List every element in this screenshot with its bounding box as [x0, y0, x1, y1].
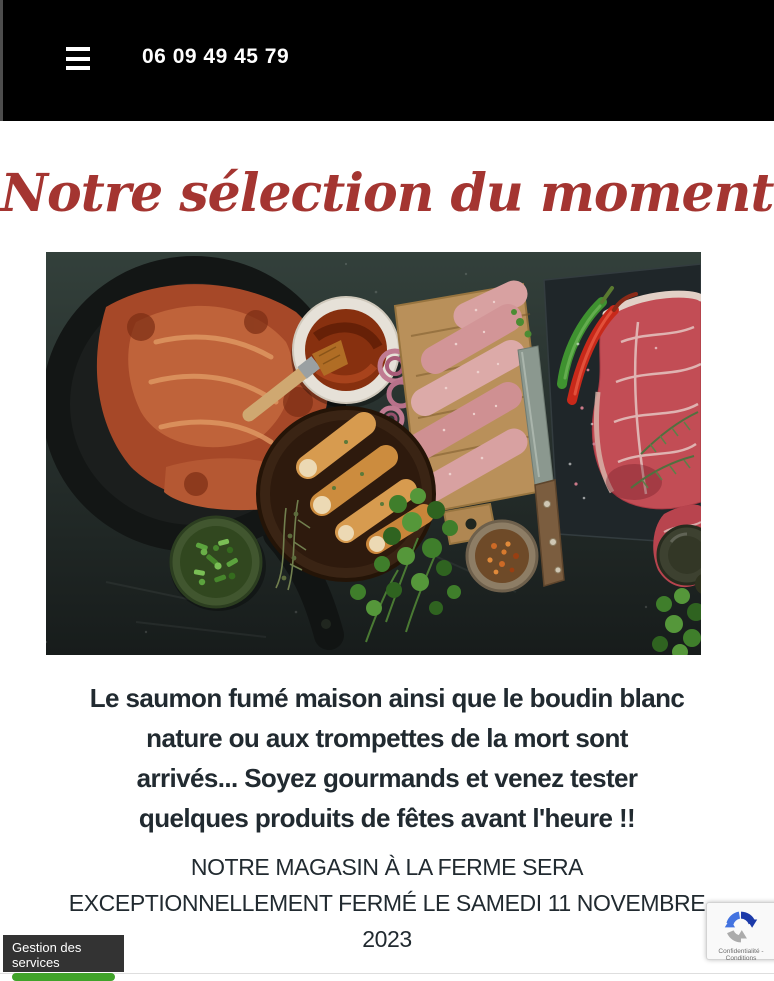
- recaptcha-badge: [706, 902, 774, 960]
- notice-line: NOTRE MAGASIN À LA FERME SERA: [190, 854, 584, 880]
- promo-line: nature ou aux trompettes de la mort sont: [146, 723, 628, 753]
- page-title: Notre sélection du moment: [0, 163, 774, 224]
- notice-line: EXCEPTIONNELLEMENT FERMÉ LE SAMEDI 11 NOVEMBRE: [68, 890, 706, 916]
- recaptcha-terms-link[interactable]: Confidentialité - Conditions: [718, 948, 764, 962]
- promo-line: arrivés... Soyez gourmands et venez tester: [136, 763, 638, 793]
- cookie-services-label: Gestion des services: [12, 940, 82, 970]
- meat-platter-illustration: [46, 252, 701, 655]
- section-divider: [0, 973, 774, 974]
- cookie-consent-status-bar: [12, 973, 115, 981]
- recaptcha-icon: [722, 908, 760, 946]
- cookie-services-badge[interactable]: [3, 935, 124, 972]
- promo-text: [0, 678, 774, 838]
- phone-link[interactable]: 06 09 49 45 79: [142, 45, 290, 68]
- header: [0, 0, 774, 121]
- hero-image: [46, 252, 701, 655]
- hamburger-menu-icon[interactable]: [66, 47, 90, 70]
- window-edge-strip: [0, 0, 3, 121]
- promo-line: quelques produits de fêtes avant l'heure !!: [138, 803, 636, 833]
- promo-line: Le saumon fumé maison ainsi que le boudin blanc: [89, 683, 685, 713]
- notice-line: 2023: [362, 926, 412, 952]
